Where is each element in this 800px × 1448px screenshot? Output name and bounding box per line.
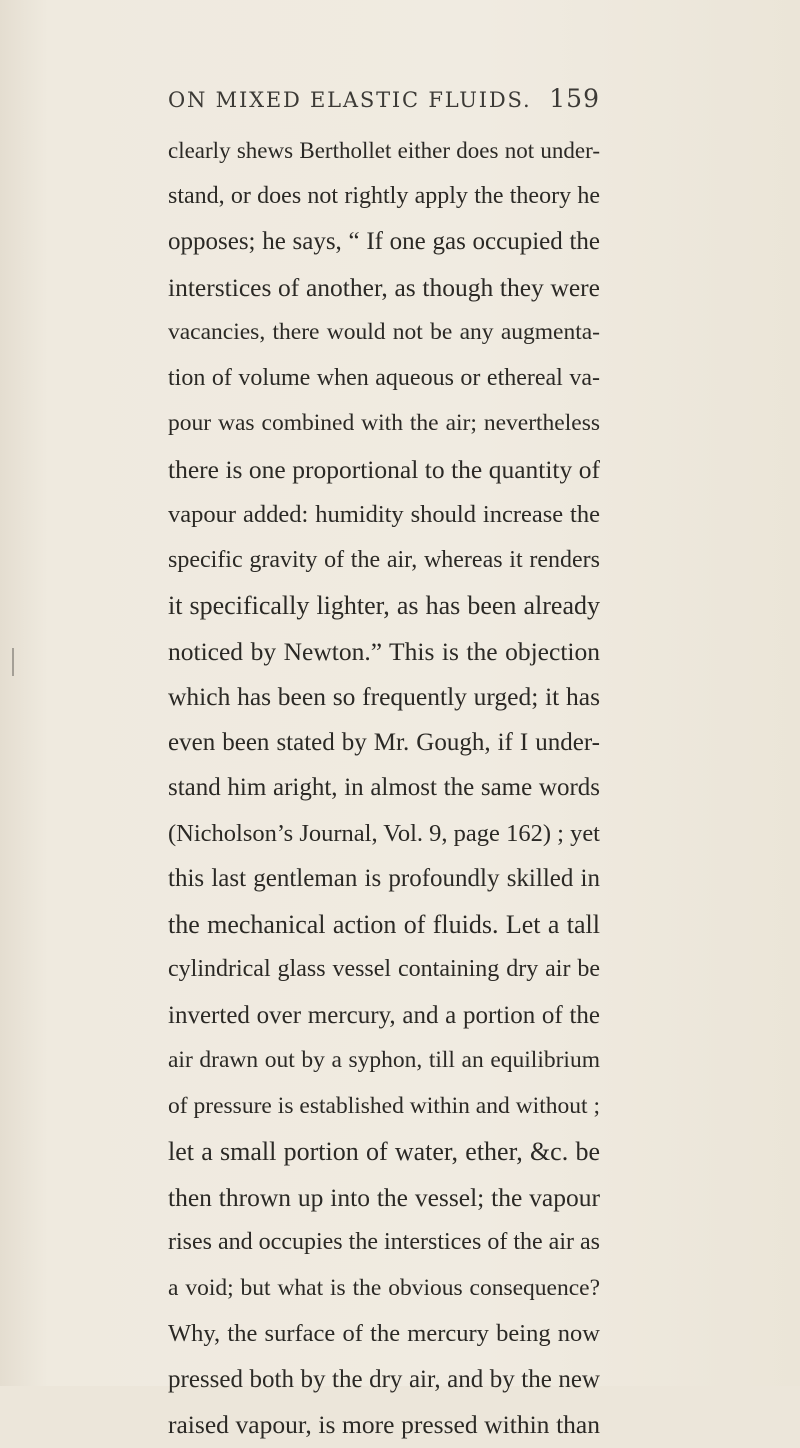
text-line: of pressure is established within and without ;	[168, 1092, 600, 1119]
text-line: noticed by Newton.” This is the objection	[168, 636, 600, 666]
text-line: clearly shews Berthollet either does not under-	[168, 138, 600, 163]
text-line: then thrown up into the vessel; the vapour	[168, 1182, 600, 1212]
text-line: raised vapour, is more pressed within than	[168, 1410, 600, 1439]
text-line: a void; but what is the obvious consequence?	[168, 1274, 600, 1301]
text-line: even been stated by Mr. Gough, if I under-	[168, 728, 600, 756]
text-line: there is one proportional to the quantity of	[168, 454, 600, 484]
text-line: air drawn out by a syphon, till an equilibrium	[168, 1047, 600, 1073]
text-line: the mechanical action of fluids. Let a tall	[168, 909, 600, 939]
text-line: let a small portion of water, ether, &c. be	[168, 1137, 600, 1166]
running-head: ON MIXED ELASTIC FLUIDS.	[168, 88, 532, 112]
text-line: vacancies, there would not be any augmenta-	[168, 319, 600, 345]
text-line: (Nicholson’s Journal, Vol. 9, page 162) ; yet	[168, 819, 600, 847]
text-line: it specifically lighter, as has been already	[168, 591, 600, 620]
text-line: interstices of another, as though they were	[168, 272, 600, 302]
text-line: stand him aright, in almost the same words	[168, 774, 600, 801]
text-line: tion of volume when aqueous or ethereal va-	[168, 364, 600, 391]
text-line: pressed both by the dry air, and by the new	[168, 1365, 600, 1393]
text-line: inverted over mercury, and a portion of the	[168, 1001, 600, 1029]
text-line: this last gentleman is profoundly skilled in	[168, 865, 600, 892]
text-line: vapour added: humidity should increase the	[168, 501, 600, 528]
text-line: pour was combined with the air; nevertheless	[168, 410, 600, 436]
body-text	[168, 128, 600, 1448]
page-edge-mark	[12, 648, 14, 676]
text-line: opposes; he says, “ If one gas occupied the	[168, 228, 600, 255]
text-line: Why, the surface of the mercury being now	[168, 1320, 600, 1347]
text-line: which has been so frequently urged; it has	[168, 682, 600, 711]
text-line: stand, or does not rightly apply the theory he	[168, 182, 600, 209]
text-line: cylindrical glass vessel containing dry air be	[168, 956, 600, 982]
page-number: 159	[549, 84, 600, 113]
text-line: specific gravity of the air, whereas it renders	[168, 546, 600, 573]
text-line: rises and occupies the interstices of the air as	[168, 1229, 600, 1255]
